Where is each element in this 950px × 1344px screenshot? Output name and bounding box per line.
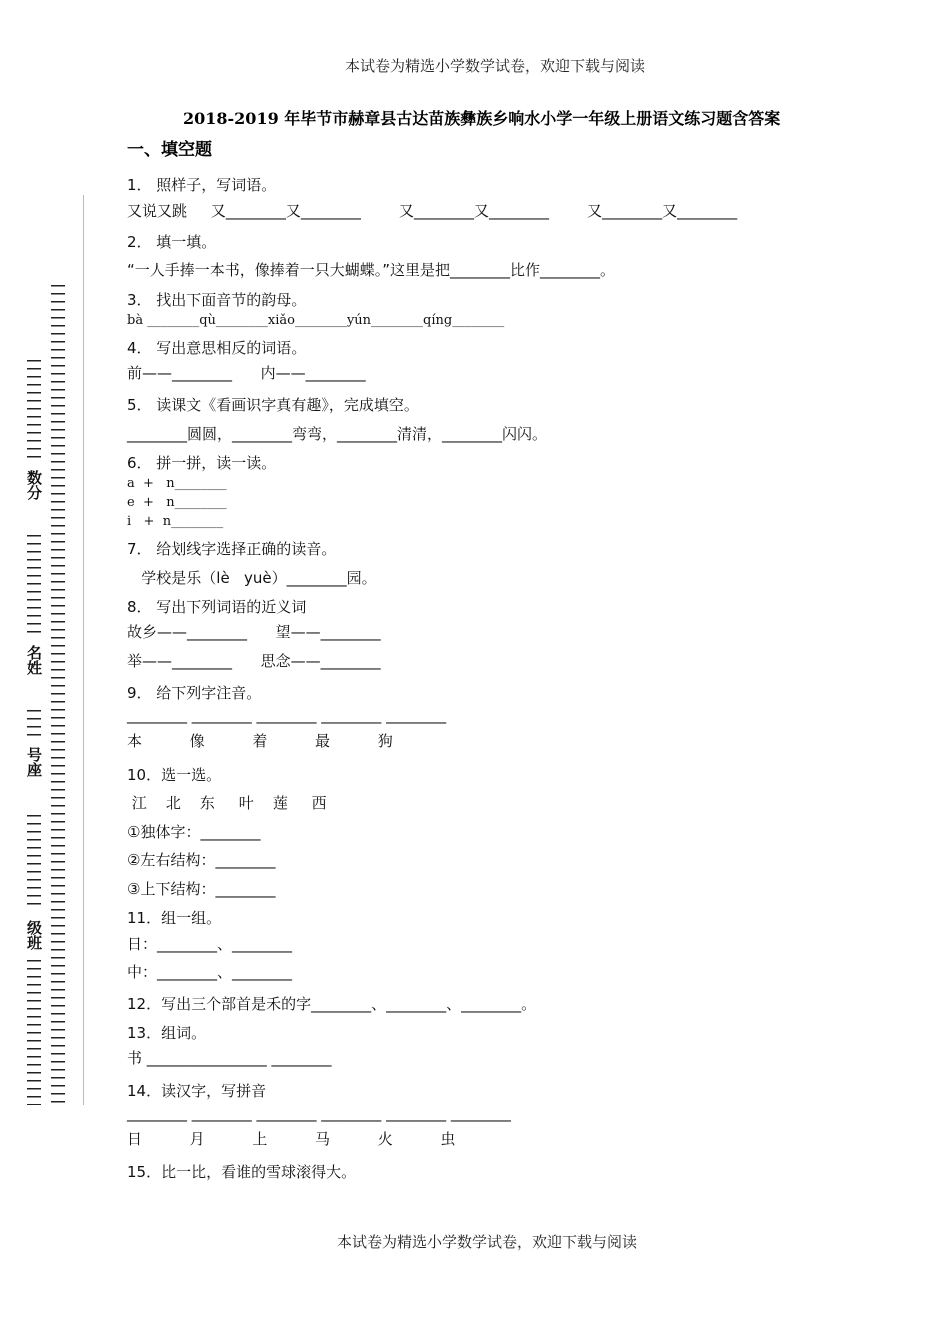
q11-line-2: 中：________、________ [127, 963, 293, 981]
header-banner: 本试卷为精选小学数学试卷，欢迎下载与阅读 [345, 57, 646, 75]
q8-line-1: 故乡——________ 望——________ [127, 623, 381, 641]
q15-prompt: 15．比一比，看谁的雪球滚得大。 [127, 1163, 357, 1181]
cut-dash-upper [27, 360, 41, 460]
q2-prompt: 2． 填一填。 [127, 233, 217, 251]
q6-line-i: i + n________ [127, 514, 224, 529]
page-title: 2018-2019 年毕节市赫章县古达苗族彝族乡响水小学一年级上册语文练习题含答案 [183, 109, 781, 128]
q6-line-a: a + n________ [127, 476, 227, 491]
q4-line: 前——________ 内——________ [127, 364, 366, 382]
q9-blanks: ________ ________ ________ ________ ________ [127, 706, 447, 724]
q10-chars: 江 北 东 叶 莲 西 [127, 794, 327, 812]
q11-line-1: 日：________、________ [127, 935, 293, 953]
q4-prompt: 4． 写出意思相反的词语。 [127, 339, 307, 357]
side-label-score: 数分 [25, 470, 43, 500]
section-title: 一、填空题 [127, 140, 212, 160]
cut-dash-bottom [27, 960, 41, 1105]
q2-line: “一人手捧一本书，像捧着一只大蝴蝶。”这里是把________比作________。 [127, 261, 616, 279]
q6-prompt: 6． 拼一拼，读一读。 [127, 454, 277, 472]
q12-line: 12．写出三个部首是禾的字________、________、________。 [127, 995, 537, 1013]
q3-prompt: 3． 找出下面音节的韵母。 [127, 291, 307, 309]
q8-prompt: 8． 写出下列词语的近义词 [127, 598, 307, 616]
q10-prompt: 10．选一选。 [127, 766, 222, 784]
q13-line: 书 ________________ ________ [127, 1049, 332, 1067]
q10-line-3: ③上下结构：________ [127, 880, 276, 898]
q10-line-1: ①独体字：________ [127, 823, 261, 841]
q8-line-2: 举——________ 思念——________ [127, 652, 381, 670]
q7-prompt: 7． 给划线字选择正确的读音。 [127, 540, 337, 558]
q9-prompt: 9． 给下列字注音。 [127, 684, 262, 702]
footer-banner: 本试卷为精选小学数学试卷，欢迎下载与阅读 [337, 1233, 638, 1251]
cut-dash-mid2 [27, 710, 41, 740]
q10-line-2: ②左右结构：________ [127, 851, 276, 869]
side-label-seat: 号座 [25, 747, 43, 777]
side-label-class: 级班 [25, 920, 43, 950]
q9-chars: 本 像 着 最 狗 [127, 732, 393, 750]
q14-prompt: 14．读汉字，写拼音 [127, 1082, 267, 1100]
q11-prompt: 11．组一组。 [127, 909, 222, 927]
q5-prompt: 5． 读课文《看画识字真有趣》，完成填空。 [127, 396, 419, 414]
cut-dash-mid [27, 535, 41, 635]
q1-line: 又说又跳 又________又________ 又________又________ 又________又________ [127, 202, 738, 220]
binding-line [83, 195, 84, 1105]
q14-chars: 日 月 上 马 火 虫 [127, 1130, 456, 1148]
q13-prompt: 13．组词。 [127, 1024, 207, 1042]
q14-blanks: ________ ________ ________ ________ ________ ________ [127, 1104, 511, 1122]
side-label-name: 名姓 [25, 645, 43, 675]
binding-dash-column [51, 285, 65, 1105]
cut-dash-low [27, 815, 41, 910]
q6-line-e: e + n________ [127, 495, 227, 510]
q1-prompt: 1． 照样子，写词语。 [127, 176, 277, 194]
q7-line: 学校是乐（lè yuè）________园。 [127, 569, 377, 587]
q3-line: bà ________qù________xiǎo________yún________qíng________ [127, 313, 505, 328]
q5-line: ________圆圆，________弯弯，________清清，________闪闪。 [127, 425, 548, 443]
